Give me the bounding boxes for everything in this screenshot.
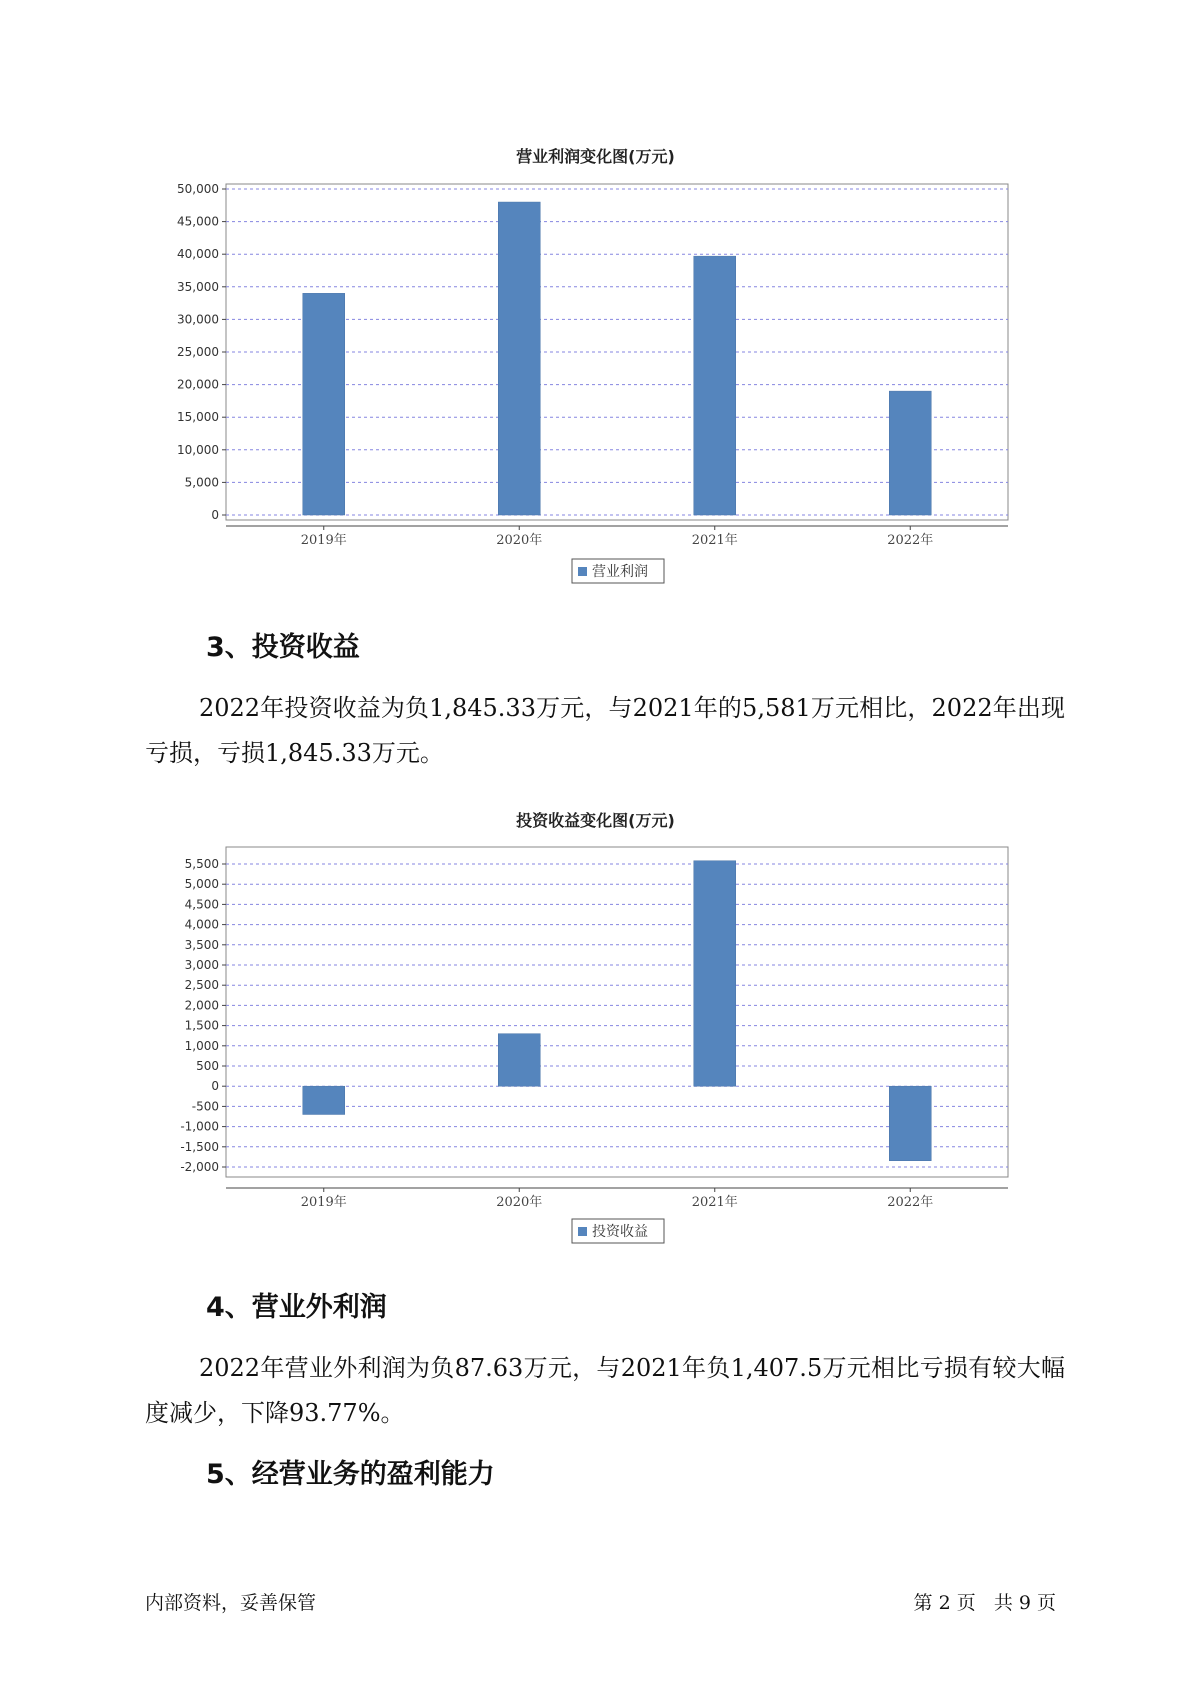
x-tick-label: 2019年	[300, 533, 347, 548]
y-tick-label: 4,000	[184, 917, 219, 932]
y-tick-label: -1,000	[180, 1119, 219, 1134]
bar-2019年	[303, 1086, 345, 1114]
bar-2020年	[498, 1034, 540, 1087]
y-tick-label: 3,000	[184, 958, 219, 972]
legend-label: 投资收益	[592, 1224, 648, 1240]
footer-page-number: 第 2 页 共 9 页	[913, 1592, 1056, 1614]
x-tick-label: 2019年	[300, 1195, 347, 1210]
y-tick-label: 30,000	[177, 312, 219, 327]
y-tick-label: -500	[191, 1099, 219, 1114]
paragraph-investment-income: 2022年投资收益为负1,845.33万元，与2021年的5,581万元相比，2022年出现亏损，亏损1,845.33万元。	[145, 694, 1065, 767]
y-tick-label: 35,000	[177, 279, 219, 294]
y-tick-label: 15,000	[177, 410, 219, 425]
section-heading-profitability: 5、经营业务的盈利能力	[206, 1459, 495, 1490]
paragraph-non-operating-profit: 2022年营业外利润为负87.63万元，与2021年负1,407.5万元相比亏损有较大幅度减少，下降93.77%。	[145, 1354, 1065, 1427]
y-tick-label: -1,500	[180, 1139, 219, 1154]
legend-swatch	[578, 1227, 587, 1236]
y-tick-label: -2,000	[180, 1160, 219, 1174]
chart-title: 营业利润变化图(万元)	[516, 147, 675, 166]
y-tick-label: 5,000	[184, 475, 219, 490]
y-tick-label: 1,500	[184, 1018, 219, 1033]
y-tick-label: 45,000	[177, 214, 219, 229]
y-tick-label: 2,500	[184, 978, 219, 993]
y-tick-label: 0	[211, 508, 219, 522]
y-tick-label: 0	[211, 1079, 219, 1094]
y-tick-label: 5,000	[184, 877, 219, 892]
y-tick-label: 5,500	[184, 857, 219, 871]
legend-label: 营业利润	[592, 564, 648, 580]
y-tick-label: 2,000	[184, 998, 219, 1013]
chart-title: 投资收益变化图(万元)	[516, 811, 675, 830]
x-tick-label: 2022年	[887, 533, 934, 548]
y-tick-label: 1,000	[184, 1038, 219, 1053]
bar-2022年	[889, 1086, 931, 1161]
y-tick-label: 20,000	[177, 377, 219, 392]
y-tick-label: 25,000	[177, 345, 219, 359]
section-heading-non-operating-profit: 4、营业外利润	[206, 1292, 387, 1323]
bar-2021年	[694, 861, 736, 1086]
y-tick-label: 500	[196, 1059, 219, 1073]
y-tick-label: 4,500	[184, 897, 219, 912]
x-tick-label: 2020年	[496, 1195, 543, 1210]
x-tick-label: 2021年	[691, 533, 738, 548]
x-tick-label: 2021年	[691, 1195, 738, 1210]
y-tick-label: 3,500	[184, 937, 219, 952]
y-tick-label: 50,000	[177, 182, 219, 196]
footer-confidential-note: 内部资料，妥善保管	[145, 1592, 317, 1614]
x-tick-label: 2022年	[887, 1195, 934, 1210]
x-tick-label: 2020年	[496, 533, 543, 548]
y-tick-label: 10,000	[177, 442, 219, 457]
section-heading-investment-income: 3、投资收益	[206, 632, 360, 663]
y-tick-label: 40,000	[177, 247, 219, 262]
